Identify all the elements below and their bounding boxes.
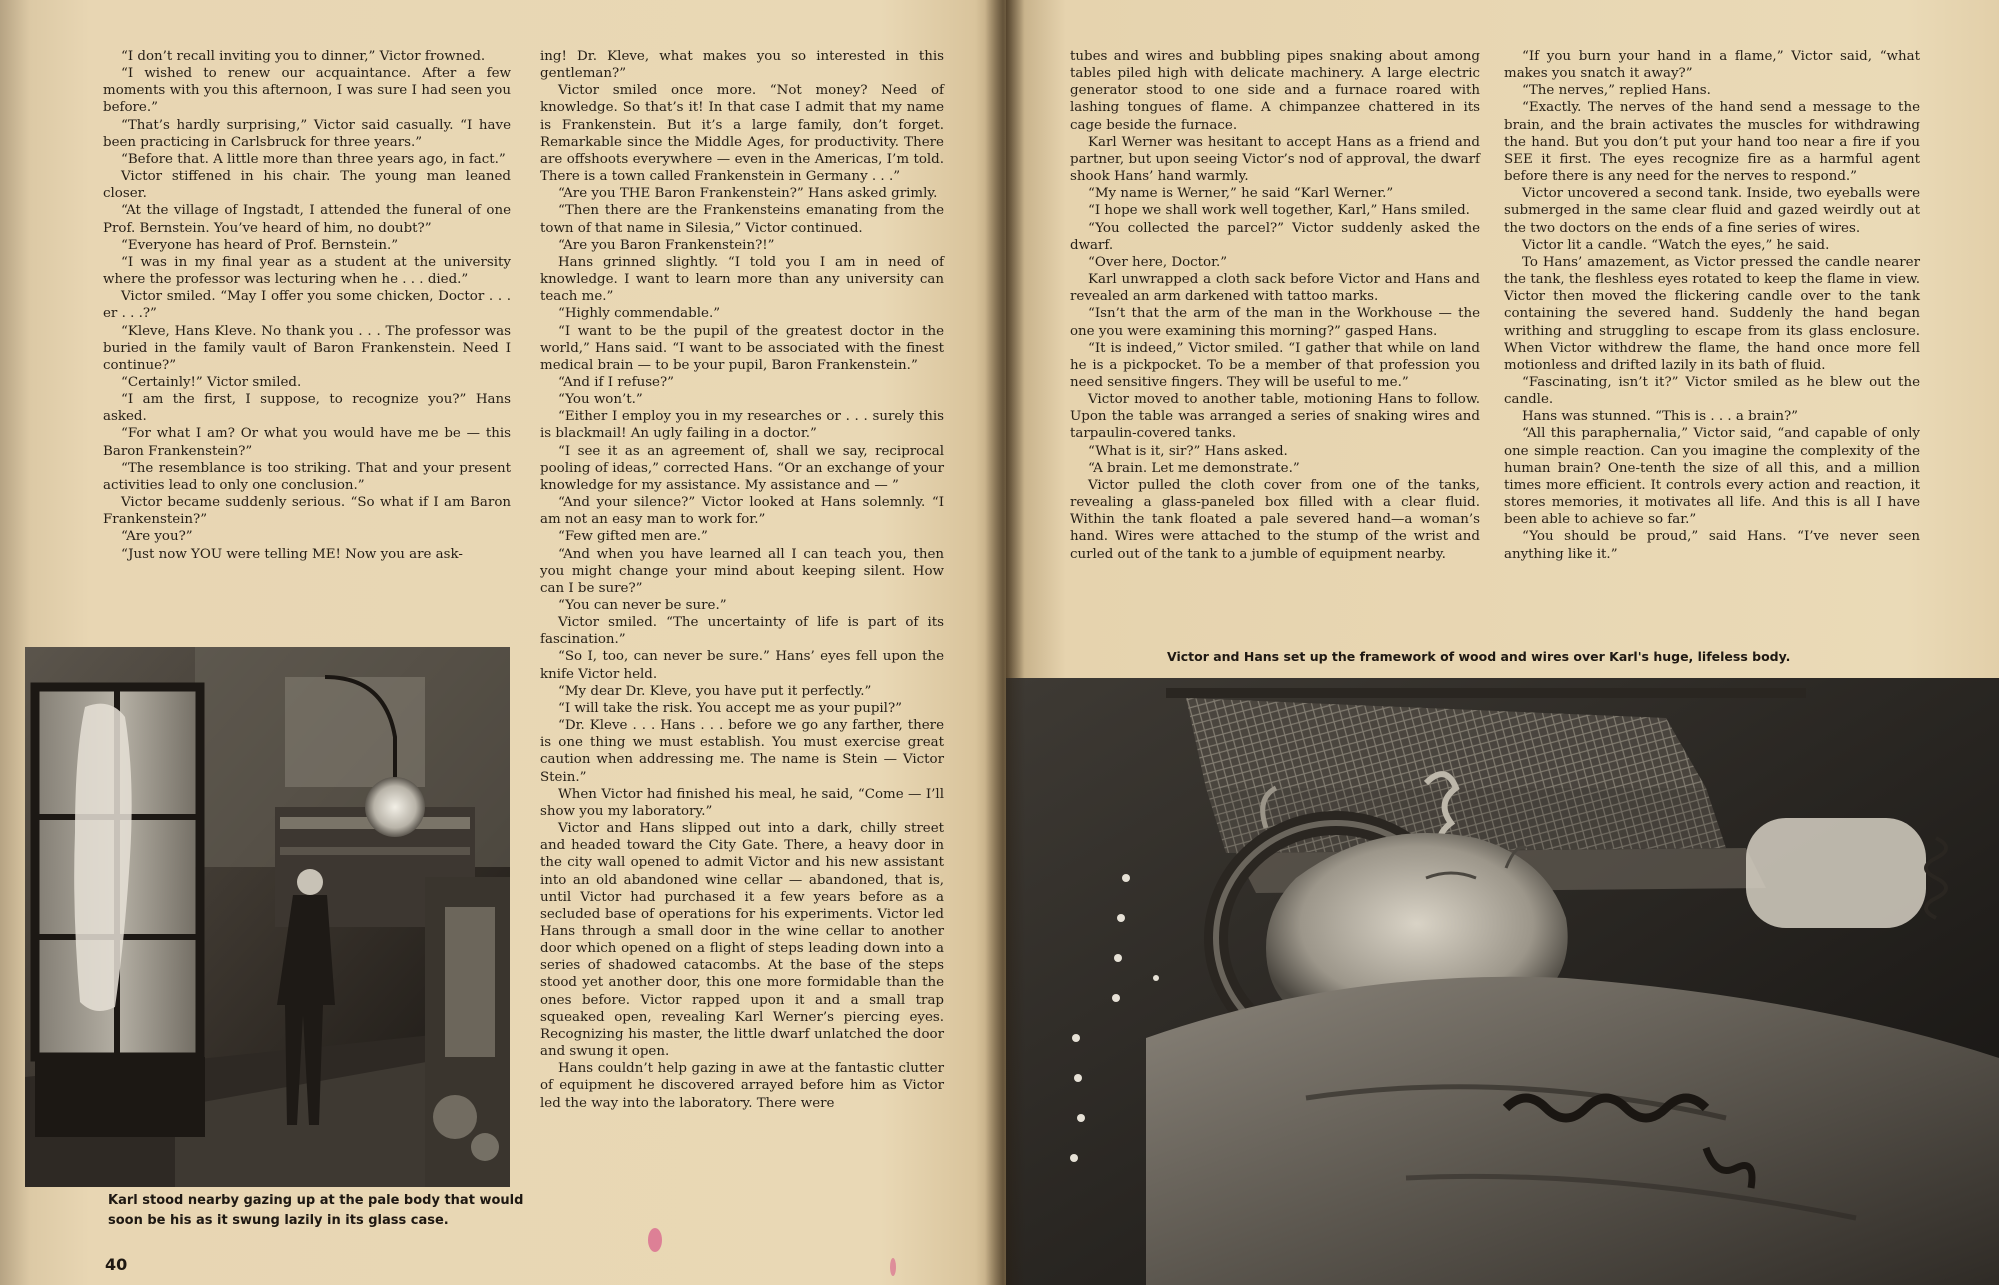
paragraph: “What is it, sir?” Hans asked. <box>1088 443 1288 459</box>
laboratory-photo-art <box>25 647 510 1187</box>
body-photo-art <box>1006 678 1999 1285</box>
laboratory-photo <box>25 647 510 1187</box>
paragraph: “Highly commendable.” <box>558 306 721 322</box>
paragraph: “And if I refuse?” <box>558 374 675 390</box>
paragraph: “Isn’t that the arm of the man in the Workhouse — the one you were examining this morning?” gasped Hans. <box>1070 306 1480 339</box>
paragraph: “Kleve, Hans Kleve. No thank you . . . The professor was buried in the family vault of Baron Frankenstein. Need I continue?” <box>103 323 511 373</box>
paragraph: Victor smiled. “The uncertainty of life is part of its fascination.” <box>540 615 944 648</box>
paragraph: “So I, too, can never be sure.” Hans’ eyes fell upon the knife Victor held. <box>540 649 944 682</box>
paragraph: Victor smiled once more. “Not money? Need of knowledge. So that’s it! In that case I admit that my name is Frankenstein. But it’s a large family, don’t forget. Remarkable since the Middle Ages, for productivity. There are offshoots everywhere — even in the Americas, I’m told. There is a town called Frankenstein in Germany . . .” <box>540 83 944 185</box>
paragraph: Hans grinned slightly. “I told you I am in need of knowledge. I want to learn more than any university can teach me.” <box>540 254 944 305</box>
page-number: 40 <box>105 1255 128 1274</box>
paragraph: “A brain. Let me demonstrate.” <box>1088 460 1300 476</box>
paragraph: “I see it as an agreement of, shall we say, reciprocal pooling of ideas,” corrected Hans. “Or an exchange of your knowledge for my assistance. My assistance and — ” <box>540 443 944 493</box>
paragraph: Karl Werner was hesitant to accept Hans as a friend and partner, but upon seeing Victor’s nod of approval, the dwarf shook Hans’ hand warmly. <box>1070 134 1480 185</box>
paragraph: “I want to be the pupil of the greatest doctor in the world,” Hans said. “I want to be associated with the finest medical brain — to be your pupil, Baron Frankenstein.” <box>540 323 944 373</box>
paragraph: “Over here, Doctor.” <box>1088 254 1228 270</box>
paragraph: “At the village of Ingstadt, I attended the funeral of one Prof. Bernstein. You’ve heard of him, no doubt?” <box>103 203 511 236</box>
paragraph: “I don’t recall inviting you to dinner,” Victor frowned. <box>121 49 486 64</box>
paragraph: “I wished to renew our acquaintance. After a few moments with you this afternoon, I was sure I had seen you before.” <box>103 66 511 116</box>
right-photo-caption: Victor and Hans set up the framework of wood and wires over Karl's huge, lifeless body. <box>1167 649 1791 664</box>
pink-smudge <box>648 1228 662 1252</box>
paragraph: “Are you Baron Frankenstein?!” <box>558 237 775 253</box>
paragraph: “It is indeed,” Victor smiled. “I gather that while on land he is a pickpocket. To be a member of that profession you need sensitive fingers. They will be useful to me.” <box>1070 340 1480 390</box>
paragraph: “I will take the risk. You accept me as your pupil?” <box>558 700 902 716</box>
paragraph: “That’s hardly surprising,” Victor said casually. “I have been practicing in Carlsbruck for three years.” <box>103 117 511 150</box>
paragraph: When Victor had finished his meal, he said, “Come — I’ll show you my laboratory.” <box>540 786 944 819</box>
paragraph: “I hope we shall work well together, Karl,” Hans smiled. <box>1088 203 1470 219</box>
paragraph: Victor smiled. “May I offer you some chicken, Doctor . . . er . . .?” <box>103 289 511 322</box>
paragraph: “I am the first, I suppose, to recognize you?” Hans asked. <box>103 392 511 425</box>
paragraph: Victor stiffened in his chair. The young man leaned closer. <box>103 169 511 202</box>
column-3 <box>1070 48 1480 563</box>
paragraph: Victor and Hans slipped out into a dark, chilly street and headed toward the City Gate. There, a heavy door in the city wall opened to admit Victor and his new assistant into an old abandoned wine cellar — abandoned, that is, until Victor had purchased it a few years before as a secluded base of operations for his experiments. Victor led Hans through a small door in the wine cellar to another door which opened on a flight of steps leading down into a series of shadowed catacombs. At the base of the steps stood yet another door, this one more formidable than the ones before. Victor rapped upon it and a small trap squeaked open, revealing Karl Werner’s piercing eyes. Recognizing his master, the little dwarf unlatched the door and swung it open. <box>540 821 944 1060</box>
caption-line-2: soon be his as it swung lazily in its glass case. <box>108 1213 449 1228</box>
paragraph: “Exactly. The nerves of the hand send a message to the brain, and the brain activates the muscles for withdrawing the hand. But you don’t put your hand too near a fire if you SEE it first. The eyes recognize fire as a harmful agent before there is any need for the nerves to respond.” <box>1504 100 1920 185</box>
paragraph: Victor moved to another table, motioning Hans to follow. Upon the table was arranged a series of snaking wires and tarpaulin-covered tanks. <box>1070 392 1480 442</box>
column-4 <box>1504 48 1920 563</box>
paragraph: “The nerves,” replied Hans. <box>1522 83 1711 99</box>
paragraph: “Are you?” <box>121 529 193 545</box>
paragraph: Victor pulled the cloth cover from one of the tanks, revealing a glass-paneled box filled with a clear fluid. Within the tank floated a pale severed hand—a woman’s hand. Wires were attached to the stump of the wrist and curled out of the tank to a jumble of equipment nearby. <box>1070 477 1480 562</box>
paragraph: “You collected the parcel?” Victor suddenly asked the dwarf. <box>1070 220 1480 253</box>
paragraph: To Hans’ amazement, as Victor pressed the candle nearer the tank, the fleshless eyes rotated to keep the flame in view. Victor then moved the flickering candle over to the tank containing the severed hand. Suddenly the hand began writhing and struggling to escape from its glass enclosure. When Victor withdrew the flame, the hand once more fell motionless and drifted lazily in its bath of fluid. <box>1504 254 1920 373</box>
paragraph: “Dr. Kleve . . . Hans . . . before we go any farther, there is one thing we must establish. You must exercise great caution when addressing me. The name is Stein — Victor Stein.” <box>540 718 944 785</box>
paragraph: “Few gifted men are.” <box>558 529 708 545</box>
paragraph: “You should be proud,” said Hans. “I’ve never seen anything like it.” <box>1504 529 1920 562</box>
paragraph: Victor became suddenly serious. “So what if I am Baron Frankenstein?” <box>103 495 511 528</box>
paragraph: Hans was stunned. “This is . . . a brain?” <box>1522 409 1799 425</box>
paragraph: “You can never be sure.” <box>558 598 727 613</box>
paragraph: “Everyone has heard of Prof. Bernstein.” <box>121 237 399 253</box>
paragraph: “You won’t.” <box>558 392 643 408</box>
body-photo <box>1006 678 1999 1285</box>
paragraph: “Then there are the Frankensteins emanating from the town of that name in Silesia,” Victor continued. <box>540 203 944 236</box>
paragraph: “Are you THE Baron Frankenstein?” Hans asked grimly. <box>558 186 938 202</box>
paragraph: Hans couldn’t help gazing in awe at the fantastic clutter of equipment he discovered arrayed before him as Victor led the way into the laboratory. There were <box>540 1061 944 1111</box>
paragraph: “For what I am? Or what you would have me be — this Baron Frankenstein?” <box>103 426 511 459</box>
paragraph: Victor uncovered a second tank. Inside, two eyeballs were submerged in the same clear fluid and gazed weirdly out at the two doctors on the ends of a fine series of wires. <box>1504 186 1920 236</box>
paragraph: Victor lit a candle. “Watch the eyes,” he said. <box>1522 237 1830 253</box>
paragraph: “If you burn your hand in a flame,” Victor said, “what makes you snatch it away?” <box>1504 49 1920 82</box>
right-page <box>1006 0 1999 1285</box>
column-2 <box>540 48 944 1112</box>
column-1 <box>103 48 511 563</box>
paragraph: “And when you have learned all I can teach you, then you might change your mind about keeping silent. How can I be sure?” <box>540 546 944 596</box>
paragraph: “Fascinating, isn’t it?” Victor smiled as he blew out the candle. <box>1504 374 1920 408</box>
paragraph: tubes and wires and bubbling pipes snaking about among tables piled high with delicate machinery. A large electric generator stood to one side and a furnace roared with lashing tongues of flame. A chimpanzee chattered in its cage beside the furnace. <box>1070 49 1480 133</box>
paragraph: “Before that. A little more than three years ago, in fact.” <box>121 151 506 167</box>
paragraph: “All this paraphernalia,” Victor said, “and capable of only one simple reaction. Can you imagine the complexity of the human brain? One-tenth the size of all this, and a million times more efficient. It controls every action and reaction, it stores memories, it motivates all life. And this is all I have been able to achieve so far.” <box>1504 426 1920 528</box>
left-photo-caption <box>108 1191 528 1231</box>
paragraph: Karl unwrapped a cloth sack before Victor and Hans and revealed an arm darkened with tattoo marks. <box>1070 272 1480 305</box>
paragraph: “And your silence?” Victor looked at Hans solemnly. “I am not an easy man to work for.” <box>540 495 944 528</box>
paragraph: “Certainly!” Victor smiled. <box>121 374 302 390</box>
paragraph: “I was in my final year as a student at the university where the professor was lecturing when he . . . died.” <box>103 254 511 288</box>
sheet <box>1146 977 1999 1285</box>
glass-case <box>35 687 200 1057</box>
paragraph: ing! Dr. Kleve, what makes you so interested in this gentleman?” <box>540 49 944 82</box>
paragraph: “Either I employ you in my researches or . . . surely this is blackmail! An ugly failing in a doctor.” <box>540 409 944 442</box>
caption-line-1: Karl stood nearby gazing up at the pale body that would <box>108 1193 524 1208</box>
pink-smudge-2 <box>890 1258 896 1276</box>
paragraph: “My name is Werner,” he said “Karl Werner.” <box>1088 186 1394 202</box>
right-coil <box>1746 818 1946 928</box>
paragraph: “The resemblance is too striking. That and your present activities lead to only one conclusion.” <box>103 460 511 493</box>
paragraph: “My dear Dr. Kleve, you have put it perfectly.” <box>558 683 872 699</box>
paragraph: “Just now YOU were telling ME! Now you are ask- <box>121 546 463 562</box>
